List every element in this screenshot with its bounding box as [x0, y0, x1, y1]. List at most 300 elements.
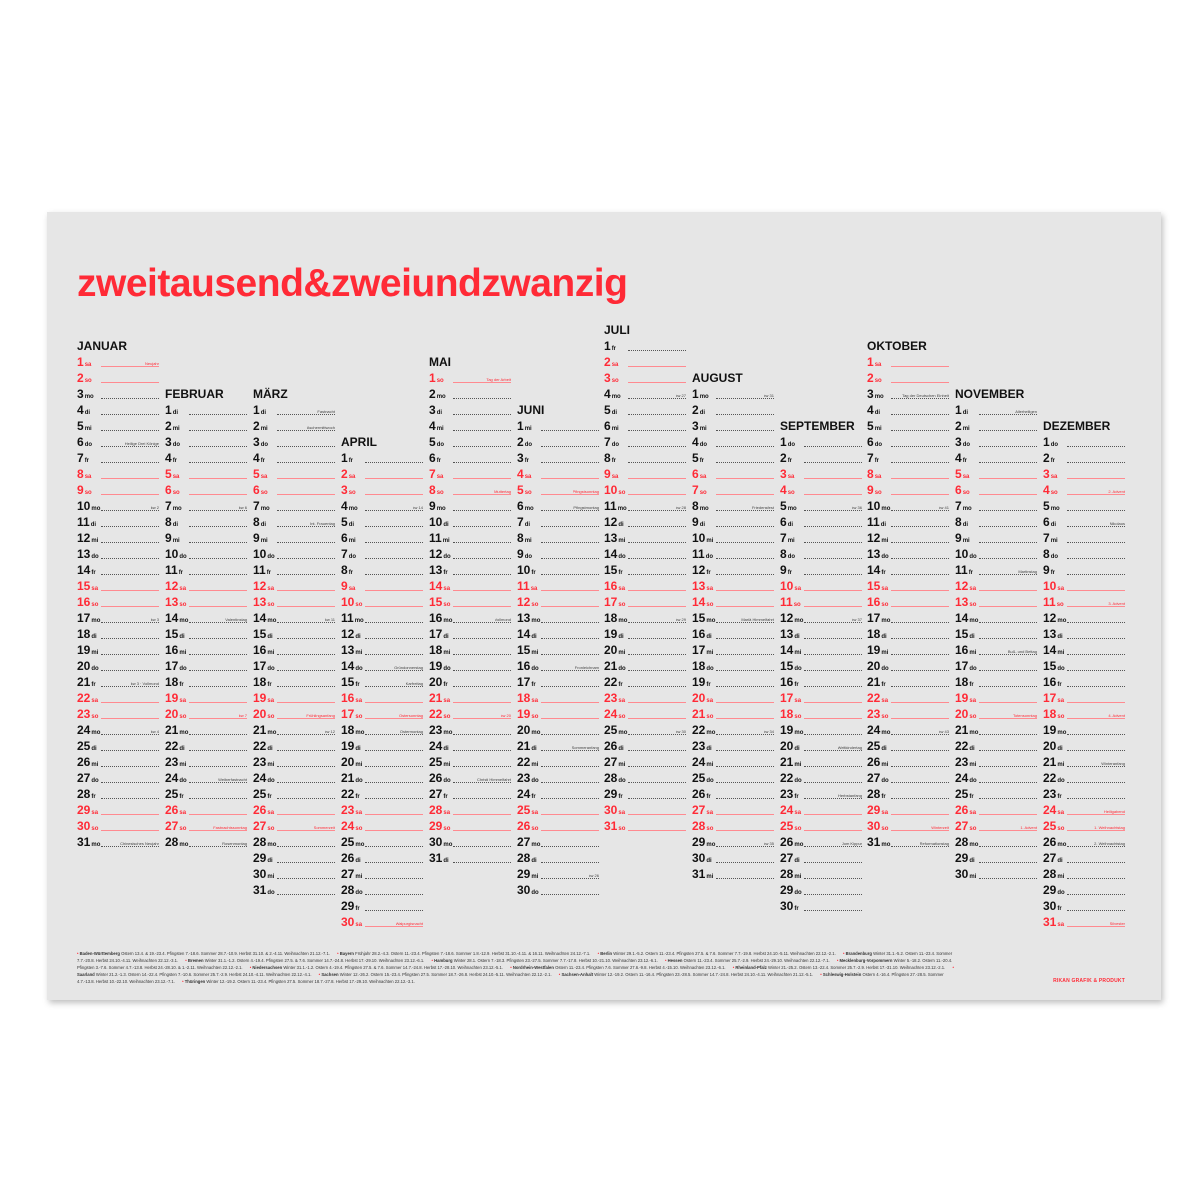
- day-row: [429, 530, 511, 546]
- day-note: Sommerzeit: [313, 825, 335, 830]
- writing-line: [716, 718, 774, 719]
- month-name: AUGUST: [692, 371, 743, 385]
- day-row: [955, 690, 1037, 706]
- day-number: 8: [604, 451, 611, 465]
- state-name: • Mecklenburg-Vorpommern: [837, 958, 893, 963]
- writing-line: [979, 606, 1037, 607]
- writing-line: [716, 814, 774, 815]
- weekday-abbr: do: [267, 778, 275, 784]
- weekday-abbr: sa: [618, 698, 626, 704]
- day-number: 26: [1043, 835, 1057, 849]
- writing-line: [1067, 926, 1125, 927]
- day-row: [517, 418, 599, 434]
- day-row: [955, 738, 1037, 754]
- weekday-abbr: do: [267, 890, 275, 896]
- day-row: [780, 866, 862, 882]
- day-number: 22: [429, 707, 443, 721]
- day-number: 14: [517, 627, 531, 641]
- weekday-abbr: mo: [962, 506, 972, 512]
- day-number: 18: [341, 723, 355, 737]
- day-number: 16: [604, 579, 618, 593]
- writing-line: [277, 670, 335, 671]
- day-row: [867, 514, 949, 530]
- day-number: 6: [692, 467, 699, 481]
- day-row: [253, 738, 335, 754]
- day-note: Weiberfastnacht: [218, 777, 247, 782]
- writing-line: [716, 510, 774, 511]
- day-row: [253, 754, 335, 770]
- holiday-entry: [319, 972, 552, 977]
- weekday-abbr: mo: [91, 618, 101, 624]
- day-row: [429, 818, 511, 834]
- weekday-abbr: mi: [881, 650, 889, 656]
- weekday-abbr: fr: [706, 682, 711, 688]
- writing-line: [101, 366, 159, 367]
- weekday-abbr: so: [443, 714, 451, 720]
- weekday-abbr: so: [618, 714, 626, 720]
- writing-line: [541, 718, 599, 719]
- day-number: 5: [77, 419, 84, 433]
- day-number: 14: [429, 579, 443, 593]
- writing-line: [891, 590, 949, 591]
- weekday-abbr: fr: [881, 794, 886, 800]
- holiday-entry: [559, 972, 813, 977]
- writing-line: [716, 766, 774, 767]
- writing-line: [189, 606, 247, 607]
- weekday-abbr: do: [969, 666, 977, 672]
- weekday-abbr: do: [531, 890, 539, 896]
- day-row: [692, 546, 774, 562]
- weekday-abbr: fr: [794, 682, 799, 688]
- weekday-abbr: di: [881, 746, 887, 752]
- writing-line: [541, 478, 599, 479]
- writing-line: [628, 414, 686, 415]
- day-row: [253, 594, 335, 610]
- weekday-abbr: sa: [881, 698, 889, 704]
- day-number: 21: [955, 723, 969, 737]
- day-note: Jom Kippur: [841, 841, 862, 846]
- day-row: [341, 722, 423, 738]
- writing-line: [1067, 462, 1125, 463]
- day-number: 19: [780, 723, 794, 737]
- day-number: 13: [341, 643, 355, 657]
- day-number: 31: [77, 835, 91, 849]
- writing-line: [365, 558, 423, 559]
- weekday-abbr: do: [881, 554, 889, 560]
- writing-line: [101, 526, 159, 527]
- day-number: 11: [1043, 595, 1056, 609]
- weekday-abbr: mi: [706, 650, 714, 656]
- state-name: • Schleswig-Holstein: [820, 972, 861, 977]
- day-number: 13: [77, 547, 91, 561]
- weekday-abbr: di: [962, 410, 969, 416]
- day-row: [517, 866, 599, 882]
- weekday-abbr: do: [1057, 890, 1065, 896]
- weekday-abbr: do: [881, 666, 889, 672]
- writing-line: [716, 862, 774, 863]
- day-row: [517, 514, 599, 530]
- day-row: [604, 338, 686, 354]
- writing-line: [891, 622, 949, 623]
- day-row: [165, 434, 247, 450]
- day-row: [517, 706, 599, 722]
- weekday-abbr: mo: [1057, 730, 1067, 736]
- weekday-abbr: di: [355, 634, 361, 640]
- day-row: [165, 834, 247, 850]
- weekday-abbr: sa: [443, 698, 451, 704]
- writing-line: [365, 686, 423, 687]
- writing-line: [628, 814, 686, 815]
- writing-line: [101, 542, 159, 543]
- day-number: 4: [429, 419, 436, 433]
- writing-line: [716, 414, 774, 415]
- weekday-abbr: do: [1057, 666, 1065, 672]
- day-number: 13: [604, 531, 618, 545]
- day-number: 8: [867, 467, 874, 481]
- writing-line: [453, 462, 511, 463]
- day-number: 15: [955, 627, 969, 641]
- month-column: [165, 386, 247, 850]
- weekday-abbr: mi: [794, 650, 802, 656]
- day-row: [604, 594, 686, 610]
- writing-line: [101, 798, 159, 799]
- day-number: 26: [867, 755, 881, 769]
- day-row: [955, 706, 1037, 722]
- holiday-dates: Ostern 11.-23.4. Pfingsten 7.6. Sommer 27.6.-9.8. Herbst 4.-15.10. Weihnachten 23.12.-6.1.: [555, 965, 726, 970]
- writing-line: [891, 382, 949, 383]
- weekday-abbr: so: [706, 714, 714, 720]
- holiday-entry: [598, 951, 836, 956]
- day-row: [77, 418, 159, 434]
- day-note: Neujahr: [144, 361, 159, 366]
- weekday-abbr: mo: [1050, 506, 1060, 512]
- day-number: 9: [692, 515, 699, 529]
- writing-line: [1067, 590, 1125, 591]
- writing-line: [101, 718, 159, 719]
- day-number: 13: [165, 595, 179, 609]
- writing-line: [541, 734, 599, 735]
- writing-line: [1067, 894, 1125, 895]
- weekday-abbr: do: [443, 666, 451, 672]
- weekday-abbr: sa: [267, 698, 275, 704]
- day-row: [955, 850, 1037, 866]
- writing-line: [628, 478, 686, 479]
- day-number: 21: [77, 675, 91, 689]
- day-row: [780, 658, 862, 674]
- weekday-abbr: so: [524, 490, 532, 496]
- day-row: [429, 418, 511, 434]
- writing-line: [979, 638, 1037, 639]
- writing-line: [1067, 814, 1125, 815]
- day-number: 2: [780, 451, 787, 465]
- day-number: 21: [165, 723, 179, 737]
- day-number: 6: [955, 483, 962, 497]
- day-row: [253, 658, 335, 674]
- day-number: 25: [77, 739, 91, 753]
- writing-line: [541, 670, 599, 671]
- day-row: [604, 514, 686, 530]
- day-number: 26: [341, 851, 355, 865]
- day-note: Martinstag: [1018, 569, 1037, 574]
- day-number: 22: [253, 739, 267, 753]
- day-row: [1043, 818, 1125, 834]
- weekday-abbr: mo: [618, 618, 628, 624]
- month-column: [955, 386, 1037, 882]
- writing-line: [979, 670, 1037, 671]
- weekday-abbr: sa: [794, 586, 802, 592]
- day-row: [780, 818, 862, 834]
- writing-line: [541, 782, 599, 783]
- day-number: 15: [867, 579, 881, 593]
- weekday-abbr: do: [91, 554, 99, 560]
- day-number: 24: [517, 787, 531, 801]
- writing-line: [277, 590, 335, 591]
- weekday-abbr: fr: [524, 458, 530, 464]
- weekday-abbr: sa: [91, 586, 99, 592]
- day-number: 1: [1043, 435, 1050, 449]
- weekday-abbr: do: [531, 778, 539, 784]
- writing-line: [277, 814, 335, 815]
- writing-line: [541, 494, 599, 495]
- day-row: [867, 498, 949, 514]
- writing-line: [541, 590, 599, 591]
- day-number: 11: [867, 515, 880, 529]
- writing-line: [628, 750, 686, 751]
- weekday-abbr: so: [881, 602, 889, 608]
- writing-line: [628, 494, 686, 495]
- day-row: [517, 466, 599, 482]
- day-row: [429, 626, 511, 642]
- writing-line: [891, 446, 949, 447]
- day-row: [253, 834, 335, 850]
- day-number: 25: [253, 787, 267, 801]
- day-note: Totensonntag: [1012, 713, 1037, 718]
- day-number: 23: [692, 739, 706, 753]
- state-name: • Thüringen: [182, 979, 205, 984]
- day-note: Christi Himmelfahrt: [476, 777, 511, 782]
- writing-line: [101, 494, 159, 495]
- writing-line: [101, 670, 159, 671]
- writing-line: [891, 750, 949, 751]
- weekday-abbr: mi: [91, 538, 99, 544]
- day-number: 15: [780, 659, 794, 673]
- day-note: kw 11: [324, 617, 335, 622]
- writing-line: [1067, 510, 1125, 511]
- writing-line: [1067, 750, 1125, 751]
- writing-line: [453, 862, 511, 863]
- writing-line: [189, 478, 247, 479]
- weekday-abbr: so: [355, 826, 363, 832]
- weekday-abbr: mo: [881, 506, 891, 512]
- weekday-abbr: so: [874, 378, 882, 384]
- day-number: 7: [604, 435, 611, 449]
- weekday-abbr: sa: [699, 474, 707, 480]
- weekday-abbr: so: [1050, 490, 1058, 496]
- weekday-abbr: sa: [618, 586, 626, 592]
- day-row: [341, 562, 423, 578]
- day-row: [604, 690, 686, 706]
- weekday-abbr: fr: [699, 458, 705, 464]
- day-row: [1043, 626, 1125, 642]
- weekday-abbr: sa: [874, 362, 882, 368]
- day-row: [780, 834, 862, 850]
- day-number: 18: [429, 643, 443, 657]
- day-number: 27: [1043, 851, 1057, 865]
- weekday-abbr: so: [531, 602, 539, 608]
- writing-line: [628, 622, 686, 623]
- weekday-abbr: do: [348, 554, 357, 560]
- weekday-abbr: so: [531, 714, 539, 720]
- day-number: 18: [955, 675, 969, 689]
- weekday-abbr: mi: [91, 762, 99, 768]
- writing-line: [1067, 782, 1125, 783]
- weekday-abbr: so: [881, 826, 889, 832]
- weekday-abbr: sa: [91, 810, 99, 816]
- writing-line: [541, 862, 599, 863]
- weekday-abbr: mo: [794, 618, 804, 624]
- writing-line: [979, 878, 1037, 879]
- weekday-abbr: mo: [91, 730, 101, 736]
- day-row: [780, 530, 862, 546]
- day-number: 8: [253, 515, 260, 529]
- writing-line: [101, 574, 159, 575]
- month-column: [429, 354, 511, 866]
- writing-line: [716, 654, 774, 655]
- weekday-abbr: mo: [443, 842, 453, 848]
- day-row: [429, 402, 511, 418]
- weekday-abbr: so: [267, 826, 275, 832]
- day-row: [867, 642, 949, 658]
- writing-line: [716, 734, 774, 735]
- day-row: [429, 674, 511, 690]
- weekday-abbr: fr: [531, 794, 536, 800]
- day-row: [77, 738, 159, 754]
- day-row: [780, 882, 862, 898]
- writing-line: [189, 814, 247, 815]
- writing-line: [1067, 846, 1125, 847]
- writing-line: [101, 414, 159, 415]
- day-number: 26: [77, 755, 91, 769]
- writing-line: [1067, 542, 1125, 543]
- day-number: 17: [1043, 691, 1057, 705]
- day-number: 1: [165, 403, 172, 417]
- day-number: 12: [341, 627, 355, 641]
- day-row: [517, 786, 599, 802]
- weekday-abbr: di: [355, 858, 361, 864]
- day-row: [867, 546, 949, 562]
- day-number: 31: [1043, 915, 1057, 929]
- weekday-abbr: mi: [618, 650, 626, 656]
- holiday-entry: [250, 965, 503, 970]
- writing-line: [804, 670, 862, 671]
- day-row: [165, 418, 247, 434]
- day-number: 14: [77, 563, 91, 577]
- day-number: 24: [253, 771, 267, 785]
- day-row: [1043, 914, 1125, 930]
- day-row: [604, 530, 686, 546]
- day-row: [692, 514, 774, 530]
- day-note: Tag der Arbeit: [486, 377, 511, 382]
- writing-line: [716, 702, 774, 703]
- weekday-abbr: mi: [1057, 874, 1065, 880]
- day-row: [341, 834, 423, 850]
- day-number: 27: [604, 755, 618, 769]
- day-row: [867, 386, 949, 402]
- day-row: [604, 818, 686, 834]
- day-number: 2: [165, 419, 172, 433]
- day-row: [604, 482, 686, 498]
- day-number: 9: [165, 531, 172, 545]
- writing-line: [1067, 670, 1125, 671]
- day-row: [692, 626, 774, 642]
- day-number: 16: [867, 595, 881, 609]
- day-number: 12: [780, 611, 794, 625]
- day-note: Karfreitag: [405, 681, 423, 686]
- day-row: [429, 386, 511, 402]
- day-row: [253, 562, 335, 578]
- writing-line: [716, 494, 774, 495]
- day-row: [429, 770, 511, 786]
- writing-line: [716, 574, 774, 575]
- weekday-abbr: mo: [969, 842, 979, 848]
- weekday-abbr: mi: [706, 762, 714, 768]
- weekday-abbr: mi: [699, 426, 707, 432]
- weekday-abbr: di: [962, 522, 969, 528]
- weekday-abbr: so: [443, 826, 451, 832]
- day-number: 13: [517, 611, 531, 625]
- weekday-abbr: do: [91, 778, 99, 784]
- weekday-abbr: fr: [267, 682, 272, 688]
- day-row: [517, 626, 599, 642]
- writing-line: [979, 862, 1037, 863]
- day-number: 15: [165, 627, 179, 641]
- day-number: 31: [692, 867, 706, 881]
- writing-line: [365, 750, 423, 751]
- month-name: APRIL: [341, 435, 377, 449]
- day-number: 26: [517, 819, 531, 833]
- day-number: 21: [517, 739, 531, 753]
- day-number: 10: [1043, 579, 1057, 593]
- weekday-abbr: fr: [1050, 570, 1056, 576]
- day-number: 14: [867, 563, 881, 577]
- weekday-abbr: di: [443, 634, 449, 640]
- day-row: [165, 610, 247, 626]
- day-row: [429, 738, 511, 754]
- day-number: 28: [692, 819, 706, 833]
- day-number: 24: [1043, 803, 1057, 817]
- writing-line: [365, 894, 423, 895]
- day-number: 12: [604, 515, 618, 529]
- day-number: 3: [692, 419, 699, 433]
- day-number: 1: [253, 403, 260, 417]
- day-row: [429, 514, 511, 530]
- writing-line: [365, 638, 423, 639]
- weekday-abbr: so: [611, 378, 619, 384]
- weekday-abbr: sa: [348, 474, 356, 480]
- day-number: 28: [517, 851, 531, 865]
- day-row: [341, 594, 423, 610]
- weekday-abbr: do: [706, 666, 714, 672]
- day-row: [253, 530, 335, 546]
- weekday-abbr: di: [794, 634, 800, 640]
- writing-line: [891, 398, 949, 399]
- day-row: [692, 450, 774, 466]
- writing-line: [101, 478, 159, 479]
- day-row: [429, 722, 511, 738]
- writing-line: [804, 702, 862, 703]
- day-number: 29: [429, 819, 443, 833]
- writing-line: [628, 590, 686, 591]
